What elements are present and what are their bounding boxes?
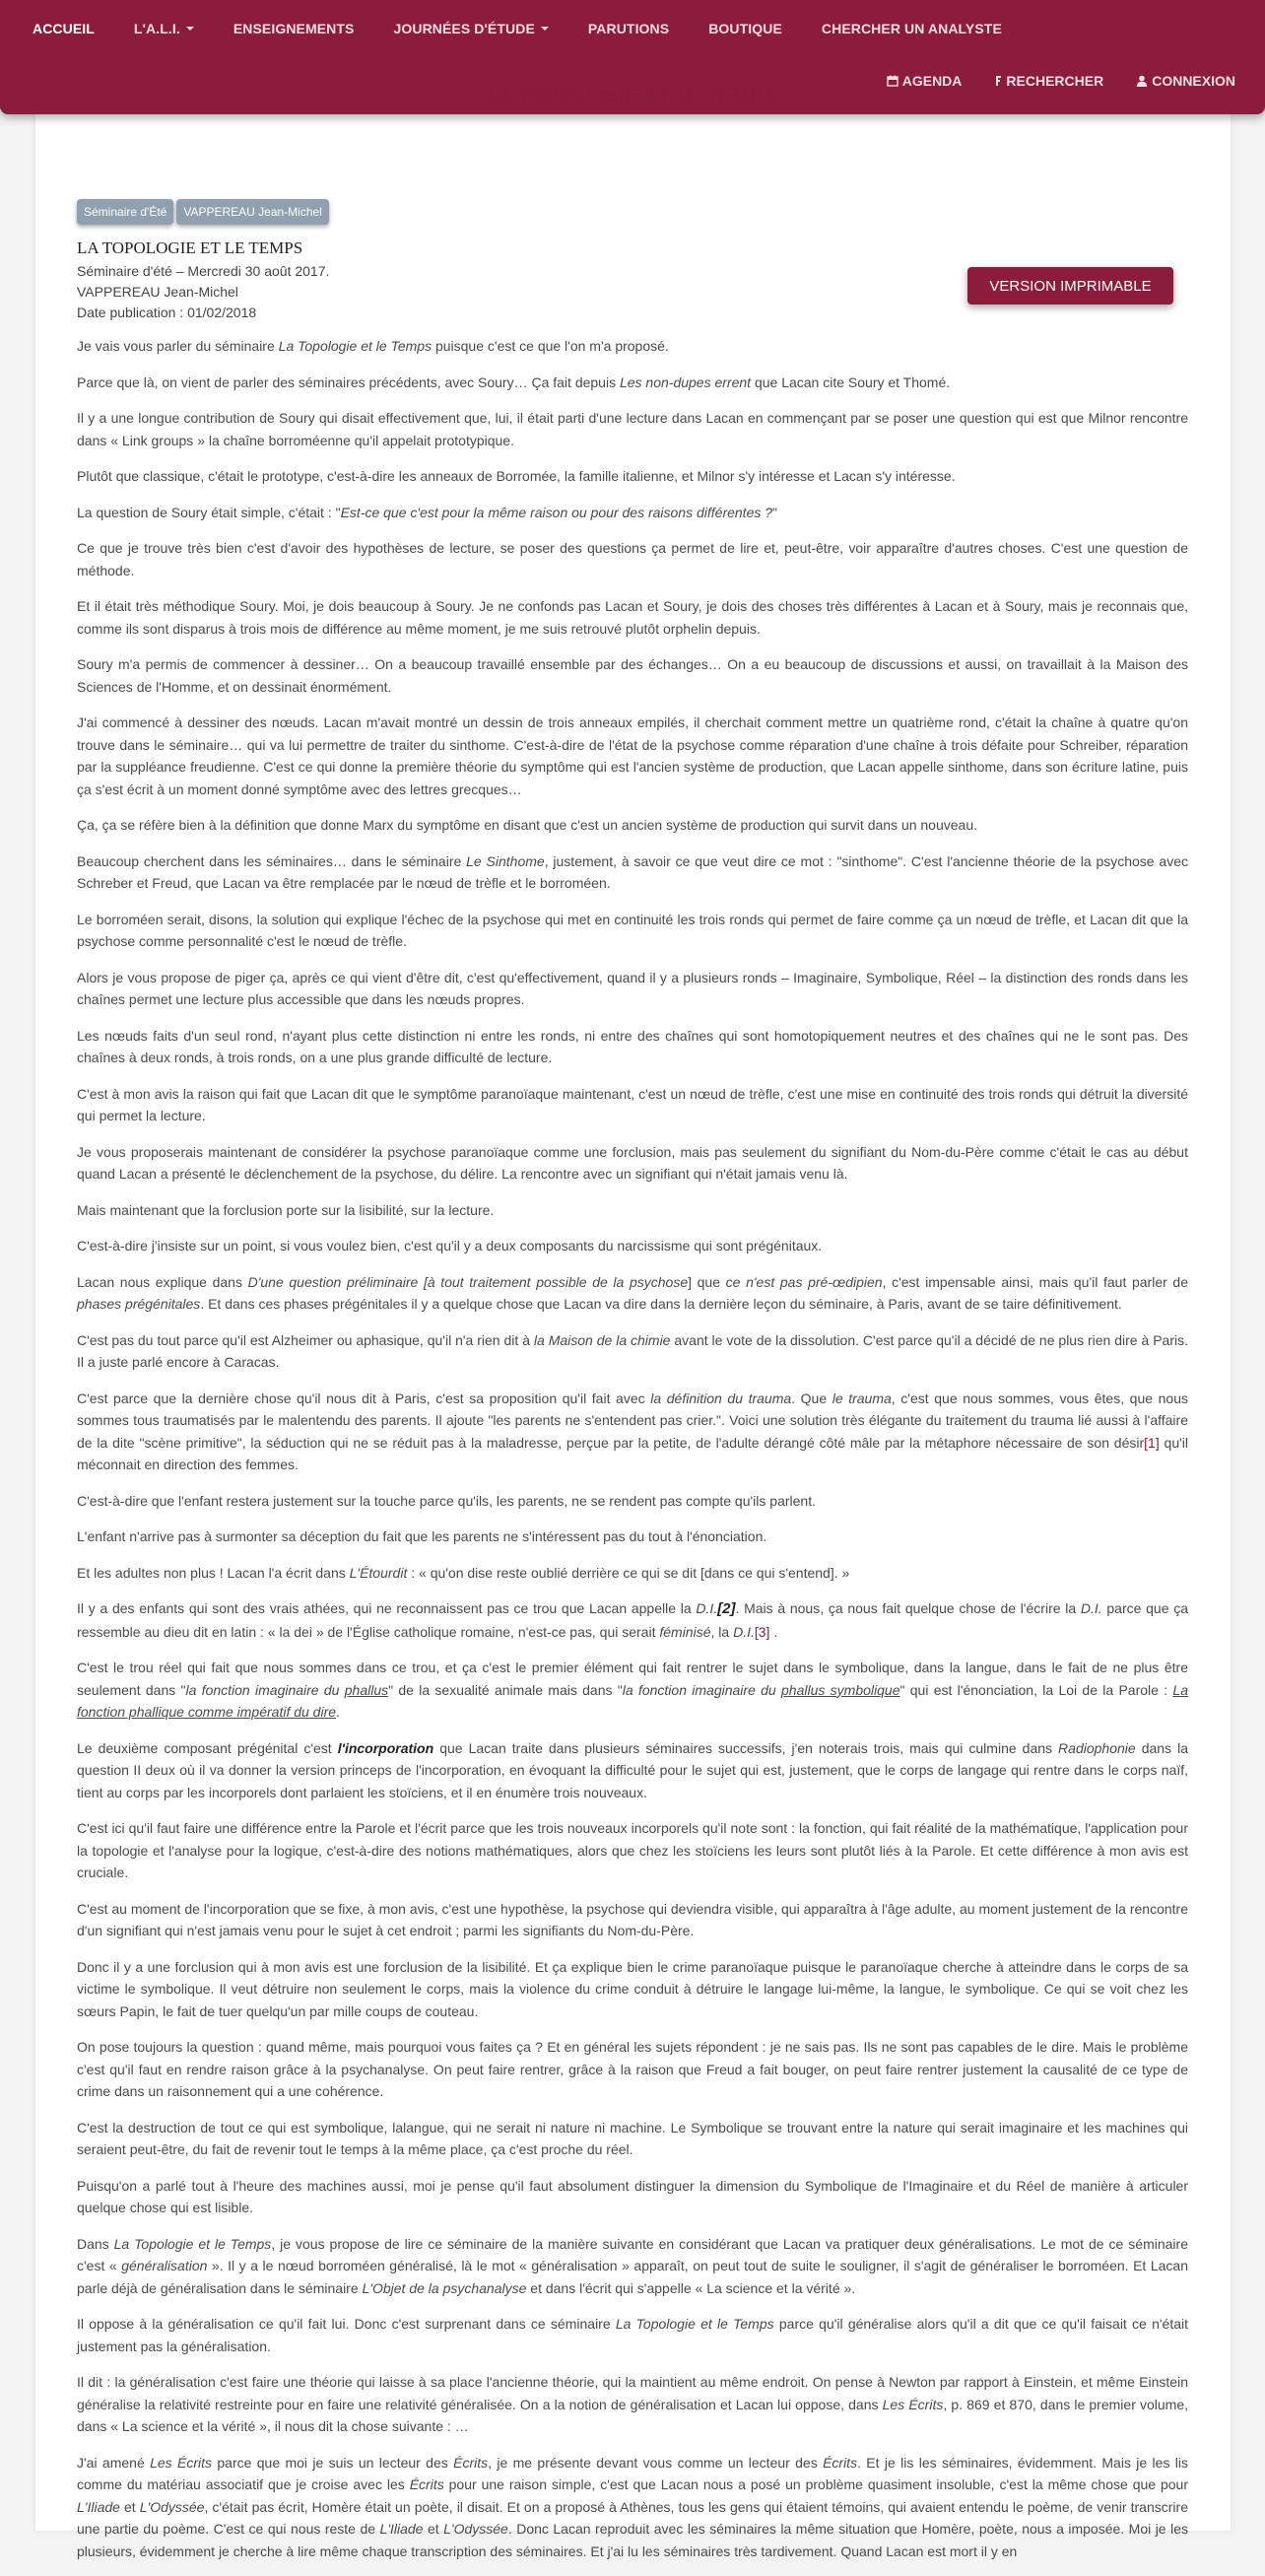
paragraph: Le deuxième composant prégénital c'est l'incorporation que Lacan traite dans plusieurs séminaires successifs, j'en noterais trois, mais qui culmine dans Radiophonie dans la question II deux où il va donner la version princeps de l'incorporation, en évoquant la difficulté pour le sujet qui est, justement, que le corps de langage qui rentre dans le corps naïf, tient au corps par les incorporels dont parlaient les stoïciens, et il en énumère trois nouveaux.	[77, 1739, 1188, 1800]
nav-item-journees[interactable]	[393, 21, 548, 36]
nav-item-boutique[interactable]	[708, 21, 782, 36]
footnote-link-1[interactable]: [1]	[1144, 1434, 1160, 1451]
paragraph: C'est-à-dire j'insiste sur un point, si vous voulez bien, c'est qu'il y a deux composants du narcissisme qui sont prégénitaux.	[77, 1238, 823, 1254]
paragraph: Dans La Topologie et le Temps, je vous propose de lire ce séminaire de la manière suivante en considérant que Lacan va pratiquer deux généralisations. Le mot de ce séminaire c'est « généralisation ». Il y a le nœud borroméen généralisé, là le mot « généralisation » apparaît, on peut tout de suite le souligner, il s'agit de généraliser le borroméen. Et Lacan parle déjà de généralisation dans le séminaire L'Objet de la psychanalyse et dans l'écrit qui s'appelle « La science et la vérité ».	[77, 2235, 1188, 2296]
chevron-down-icon	[541, 27, 549, 31]
publication-date: Date publication : 01/02/2018	[77, 305, 257, 320]
nav-item-chercher-analyste[interactable]	[822, 21, 1002, 36]
search-label: RECHERCHER	[1006, 73, 1104, 89]
paragraph: Je vous proposerais maintenant de considérer la psychose paranoïaque comme une forclusion, mais pas seulement du signifiant du Nom-du-Père comme c'était le cas au début quand Lacan a présenté le déclenchement de la psychose, du délire. La rencontre avec un signifiant qui n'était jamais venu là.	[77, 1143, 1188, 1182]
article-author: VAPPEREAU Jean-Michel	[77, 284, 238, 300]
agenda-label: AGENDA	[901, 73, 963, 89]
paragraph: L'enfant n'arrive pas à surmonter sa déception du fait que les parents ne s'intéressent pas du tout à l'énonciation.	[77, 1528, 767, 1544]
page-header-title: LA TOPOLOGIE ET LE TEMPS	[488, 85, 777, 106]
footnote-link-2[interactable]: [2]	[717, 1600, 736, 1617]
print-version-button[interactable]: VERSION IMPRIMABLE	[967, 267, 1173, 305]
paragraph: Le borroméen serait, disons, la solution qui explique l'échec de la psychose qui met en continuité les trois ronds qui permet de faire comme ça un nœud de trèfle, et Lacan dit que la psychose comme personnalité c'est le nœud de trèfle.	[77, 911, 1188, 949]
nav-label: PARUTIONS	[587, 21, 670, 36]
paragraph: Soury m'a permis de commencer à dessiner… On a beaucoup travaillé ensemble par des échanges… On a eu beaucoup de discussions et aussi, on travaillait à la Maison des Sciences de l'Homme, et on dessinait énormément.	[77, 656, 1188, 695]
paragraph: C'est la destruction de tout ce qui est symbolique, lalangue, qui ne serait ni nature ni machine. Le Symbolique se trouvant entre la nature qui serait imaginaire et les machines qui seraient peut-être, du fait de revenir tout le temps à la même place, ça c'est proche du réel.	[77, 2119, 1188, 2157]
nav-label: JOURNÉES D'ÉTUDE	[393, 21, 535, 36]
paragraph: Il y a des enfants qui sont des vrais athées, qui ne reconnaissent pas ce trou que Lacan appelle la D.I.[2]. Mais à nous, ça nous fait quelque chose de l'écrire la D.I. parce que ça ressemble au dieu dit en latin : « la dei » de l'Église catholique romaine, n'est-ce pas, qui serait féminisé, la D.I.[3] .	[77, 1600, 1188, 1640]
paragraph: Plutôt que classique, c'était le prototype, c'est-à-dire les anneaux de Borromée, la famille italienne, et Milnor s'y intéresse et Lacan s'y intéresse.	[77, 468, 956, 484]
main-menu	[0, 0, 1041, 57]
paragraph: C'est-à-dire que l'enfant restera justement sur la touche parce qu'ils, les parents, ne se rendent pas compte qu'ils parlent.	[77, 1492, 816, 1509]
paragraph: Ça, ça se réfère bien à la définition que donne Marx du symptôme en disant que c'est un ancien système de production qui survit dans un nouveau.	[77, 817, 978, 833]
login-label: CONNEXION	[1152, 73, 1235, 89]
paragraph: Il dit : la généralisation c'est faire une théorie qui laisse à sa place l'ancienne théorie, qui la maintient au même endroit. On pense à Newton par rapport à Einstein, et même Einstein généralise la relativité restreinte pour en faire une relativité généralisée. On a la notion de généralisation et Lacan lui oppose, dans Les Écrits, p. 869 et 870, dans le premier volume, dans « La science et la vérité », il nous dit la chose suivante : …	[77, 2374, 1189, 2434]
nav-label: CHERCHER UN ANALYSTE	[821, 21, 1002, 36]
paragraph: Je vais vous parler du séminaire La Topologie et le Temps puisque c'est ce que l'on m'a proposé.	[77, 338, 669, 354]
paragraph: C'est le trou réel qui fait que nous sommes dans ce trou, et ça c'est le premier élément qui fait rentrer le sujet dans le symbolique, dans la langue, dans le fait de ne plus être seulement dans "la fonction imaginaire du phallus" de la sexualité animale mais dans "la fonction imaginaire du phallus symbolique" qui est l'énonciation, la Loi de la Parole : La fonction phallique comme impératif du dire.	[77, 1660, 1188, 1720]
paragraph: C'est à mon avis la raison qui fait que Lacan dit que le symptôme paranoïaque maintenant, c'est un nœud de trèfle, c'est une mise en continuité des trois ronds qui détruit la diversité qui permet la lecture.	[77, 1085, 1188, 1123]
paragraph: On pose toujours la question : quand même, mais pourquoi vous faites ça ? Et en général les sujets répondent : je ne sais pas. Ils ne sont pas capables de le dire. Mais le problème c'est qu'il faut en rendre raison grâce à la psychanalyse. On peut faire rentrer, grâce à la raison que Freud a fait bouger, on peut faire rentrer justement la causalité de ce type de crime dans un raisonnement qui a une cohérence.	[77, 2039, 1188, 2099]
article-body	[77, 335, 1188, 2576]
nav-item-parutions[interactable]	[588, 21, 669, 36]
paragraph: Et les adultes non plus ! Lacan l'a écrit dans L'Étourdit : « qu'on dise reste oublié derrière ce qui se dit [dans ce qui s'entend]. »	[77, 1564, 850, 1581]
nav-label: ACCUEIL	[33, 21, 95, 36]
article-container	[35, 114, 1231, 2559]
article-subtitle: Séminaire d'été – Mercredi 30 août 2017.	[77, 263, 330, 279]
nav-item-ali[interactable]	[134, 21, 194, 36]
nav-label: ENSEIGNEMENTS	[233, 21, 355, 36]
paragraph: Lacan nous explique dans D'une question préliminaire [à tout traitement possible de la psychose] que ce n'est pas pré-œdipien, c'est impensable ainsi, mais qu'il faut parler de phases prégénitales. Et dans ces phases prégénitales il y a quelque chose que Lacan va dire dans la dernière leçon du séminaire, à Paris, avant de se taire définitivement.	[77, 1273, 1188, 1312]
paragraph: Il oppose à la généralisation ce qu'il fait lui. Donc c'est surprenant dans ce séminaire La Topologie et le Temps parce qu'il généralise alors qu'il a dit que ce qu'il faisait ce n'était justement pas la généralisation.	[77, 2316, 1188, 2354]
tag-list	[77, 199, 332, 225]
footnote-link-3[interactable]: [3]	[754, 1623, 770, 1640]
paragraph: C'est au moment de l'incorporation que se fixe, à mon avis, c'est une hypothèse, la psychose qui deviendra visible, qui apparaîtra à l'âge adulte, au moment justement de la rencontre d'un signifiant qui n'est jamais venu pour le sujet à cet endroit ; parmi les signifiants du Nom-du-Père.	[77, 1900, 1188, 1938]
paragraph: Parce que là, on vient de parler des séminaires précédents, avec Soury… Ça fait depuis Les non-dupes errent que Lacan cite Soury et Thomé.	[77, 373, 951, 390]
paragraph: Puisqu'on a parlé tout à l'heure des machines aussi, moi je pense qu'il faut absolument distinguer la dimension du Symbolique de l'Imaginaire et du Réel de manière à articuler quelque chose qui est lisible.	[77, 2177, 1188, 2215]
chevron-down-icon	[186, 27, 194, 31]
paragraph: Alors je vous propose de piger ça, après ce qui vient d'être dit, c'est qu'effectivement, quand il y a plusieurs ronds – Imaginaire, Symbolique, Réel – la distinction des ronds dans les chaînes permet une lecture plus accessible que dans les nœuds propres.	[77, 969, 1188, 1007]
paragraph: Donc il y a une forclusion qui à mon avis est une forclusion de la lisibilité. Et ça explique bien le crime paranoïaque puisque le paranoïaque cherche à atteindre dans le corps de sa victime le symbolique. Il veut détruire non seulement le corps, mais la violence du crime conduit à détruire le langage lui-même, la langue, le symbolique. Ce qui se voit chez les sœurs Papin, le fait de tuer quelqu'un par mille coups de couteau.	[77, 1958, 1188, 2019]
paragraph: Les nœuds faits d'un seul rond, n'ayant plus cette distinction ni entre les ronds, ni entre des chaînes qui sont homotopiquement neutres et des chaînes qui ne le sont pas. Des chaînes à deux ronds, à trois ronds, on a une plus grande difficulté de lecture.	[77, 1027, 1188, 1065]
paragraph: C'est parce que la dernière chose qu'il nous dit à Paris, c'est sa proposition qu'il fait avec la définition du trauma. Que le trauma, c'est que nous sommes, vous êtes, que nous sommes tous traumatisés par le malentendu des parents. Il ajoute "les parents ne s'entendent pas crier.". Voici une solution très élégante du traitement du trauma lié aussi à l'affaire de la dite "scène primitive", la séduction qui ne se réduit pas à la maladresse, perçue par la petite, de l'adulte dérangé côté mâle par la métaphore nécessaire de son désir[1] qu'il méconnait en direction des femmes.	[77, 1390, 1189, 1472]
paragraph: Et il était très méthodique Soury. Moi, je dois beaucoup à Soury. Je ne confonds pas Lacan et Soury, je dois des choses très différentes à Lacan et à Soury, mais je reconnais que, comme ils sont disparus à trois mois de différence au même moment, je me suis retrouvé plutôt orphelin depuis.	[77, 598, 1188, 637]
tag-seminaire-ete[interactable]: Séminaire d'Été	[77, 199, 173, 225]
nav-label: L'A.L.I.	[133, 21, 180, 36]
paragraph: C'est ici qu'il faut faire une différence entre la Parole et l'écrit parce que les trois nouveaux incorporels qu'il note sont : la fonction, qui fait réalité de la mathématique, l'application pour la topologie et l'analyse pour la logique, c'est-à-dire des notions mathématiques, alors que chez les stoïciens les leurs sont plutôt liés à la Parole. Et cette différence à mon avis est cruciale.	[77, 1820, 1188, 1880]
paragraph: J'ai commencé à dessiner des nœuds. Lacan m'avait montré un dessin de trois anneaux empilés, il cherchait comment mettre un quatrième rond, c'était la chaîne à quatre qu'on trouve dans le séminaire… qui va lui permettre de traiter du sinthome. C'est-à-dire de l'état de la psychose comme réparation d'une chaîne à trois défaite pour Schreiber, réparation par la suppléance freudienne. C'est ce qui donne la première théorie du symptôme qui est l'ancien système de production, que Lacan appelle sinthome, dans son écriture latine, puis ça s'est écrit à un moment donné symptôme avec des lettres grecques…	[77, 714, 1188, 797]
tag-author[interactable]: VAPPEREAU Jean-Michel	[176, 199, 329, 225]
paragraph: Ce que je trouve très bien c'est d'avoir des hypothèses de lecture, se poser des questions ça permet de lire et, peut-être, voir apparaître d'autres choses. C'est une question de méthode.	[77, 540, 1188, 578]
paragraph: La question de Soury était simple, c'était : "Est-ce que c'est pour la même raison ou pour des raisons différentes ?"	[77, 504, 778, 520]
paragraph: Beaucoup cherchent dans les séminaires… dans le séminaire Le Sinthome, justement, à savoir ce que veut dire ce mot : "sinthome". C'est l'ancienne théorie de la psychose avec Schreber et Freud, que Lacan va être remplacée par le nœud de trèfle et le borroméen.	[77, 852, 1189, 891]
nav-item-enseignements[interactable]	[233, 21, 355, 36]
article-title: LA TOPOLOGIE ET LE TEMPS	[77, 238, 303, 257]
paragraph: C'est pas du tout parce qu'il est Alzheimer ou aphasique, qu'il n'a rien dit à la Maison de la chimie avant le vote de la dissolution. C'est parce qu'il a décidé de ne plus rien dire à Paris. Il a juste parlé encore à Caracas.	[77, 1331, 1188, 1370]
nav-item-accueil[interactable]	[33, 21, 95, 36]
paragraph: J'ai amené Les Écrits parce que moi je suis un lecteur des Écrits, je me présente devant vous comme un lecteur des Écrits. Et je lis les séminaires, évidemment. Mais je les lis comme du matériau associatif que je croise avec les Écrits pour une raison simple, c'est que Lacan nous a posé un problème quasiment insoluble, c'est la même chose que pour L'Iliade et L'Odyssée, c'était pas écrit, Homère était un poète, il disait. Et on a proposé à Athènes, tous les gens qui étaient témoins, qui avaient entendu le poème, de venir transcrire une partie du poème. C'est ce qui nous reste de L'Iliade et L'Odyssée. Donc Lacan reproduit avec les séminaires la même situation que Homère, poète, nous a imposée. Moi je les plusieurs, évidemment je cherche à lire même chaque transcription des séminaires. Et j'ai lu les séminaires très tardivement. Quand Lacan est mort il y en	[77, 2454, 1189, 2559]
paragraph: Il y a une longue contribution de Soury qui disait effectivement que, lui, il était parti d'une lecture dans Lacan en commençant par se poser une question qui est que Milnor rencontre dans « Link groups » la chaîne borroméenne qu'il appelait prototypique.	[77, 410, 1188, 448]
paragraph: Mais maintenant que la forclusion porte sur la lisibilité, sur la lecture.	[77, 1201, 495, 1218]
nav-label: BOUTIQUE	[708, 21, 782, 36]
article-meta	[77, 238, 329, 323]
